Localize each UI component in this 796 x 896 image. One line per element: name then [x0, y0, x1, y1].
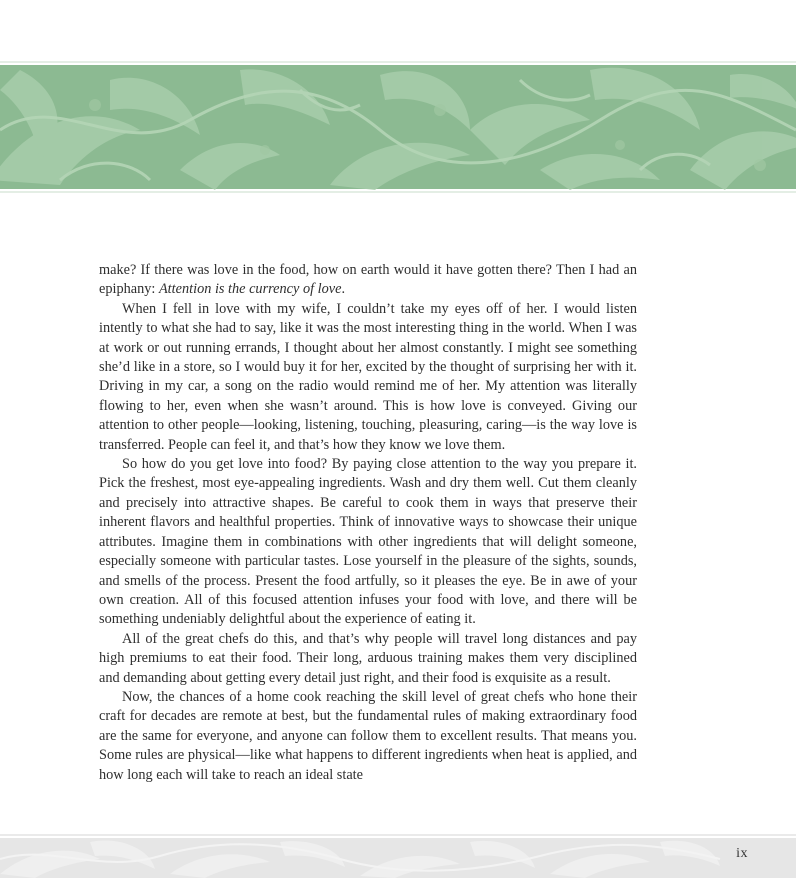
paragraph-text: Now, the chances of a home cook reaching the skill level of great chefs who hone their craft for decades are remote at best, but the fundamental rules of making extraordinary food are the same for everyone, and anyone can follow them to excellent results. That means you. Some rules are physical—like what happens to different ingredients when heat is applied, and how long each will take to reach an ideal state — [99, 688, 637, 783]
paragraph-2 — [99, 300, 637, 455]
paragraph-text: When I fell in love with my wife, I couldn’t take my eyes off of her. I would listen intently to what she had to say, like it was the most interesting thing in the world. When I was at work or out running errands, I thought about her almost constantly. I might see something she’d like in a store, so I would buy it for her, excited by the thought of surprising her with it. Driving in my car, a song on the radio would remind me of her. My attention was literally flowing to her, even when she wasn’t around. This is how love is conveyed. Giving our attention to other people—looking, listening, touching, pleasuring, caring—is the way love is transferred. People can feel it, and that’s how they know we love them. — [99, 300, 637, 453]
paragraph-1 — [99, 261, 637, 300]
paragraph-4 — [99, 630, 637, 688]
page-number: ix — [736, 846, 748, 861]
header-damask-banner — [0, 60, 796, 194]
paragraph-text: So how do you get love into food? By paying close attention to the way you prepare it. Pick the freshest, most eye-appealing ingredients. Wash and dry them well. Cut them cleanly and precisely into attractive shapes. Be careful to cook them in ways that preserve their inherent flavors and healthful properties. Think of innovative ways to showcase their unique attributes. Imagine them in combinations with other ingredients that will delight someone, especially someone with particular tastes. Lose yourself in the pleasure of the sights, sounds, and smells of the process. Present the food artfully, so it pleases the eye. Be in awe of your own creation. All of this focused attention infuses your food with love, and there will be something undeniably delightful about the experience of eating it. — [99, 456, 637, 628]
paragraph-text: make? If there was love in the food, how on earth would it have gotten there? Then I had an epiphany: — [99, 262, 637, 298]
paragraph-text: All of the great chefs do this, and that’s why people will travel long distances and pay high premiums to eat their food. Their long, arduous training makes them very disciplined and demanding about getting every detail just right, and their food is exquisite as a result. — [99, 630, 637, 686]
body-text — [99, 261, 637, 785]
italic-phrase: Attention is the currency of love — [158, 281, 342, 298]
paragraph-5 — [99, 688, 637, 785]
footer-damask-banner — [0, 834, 796, 880]
paragraph-text: . — [341, 281, 346, 298]
paragraph-3 — [99, 455, 637, 630]
